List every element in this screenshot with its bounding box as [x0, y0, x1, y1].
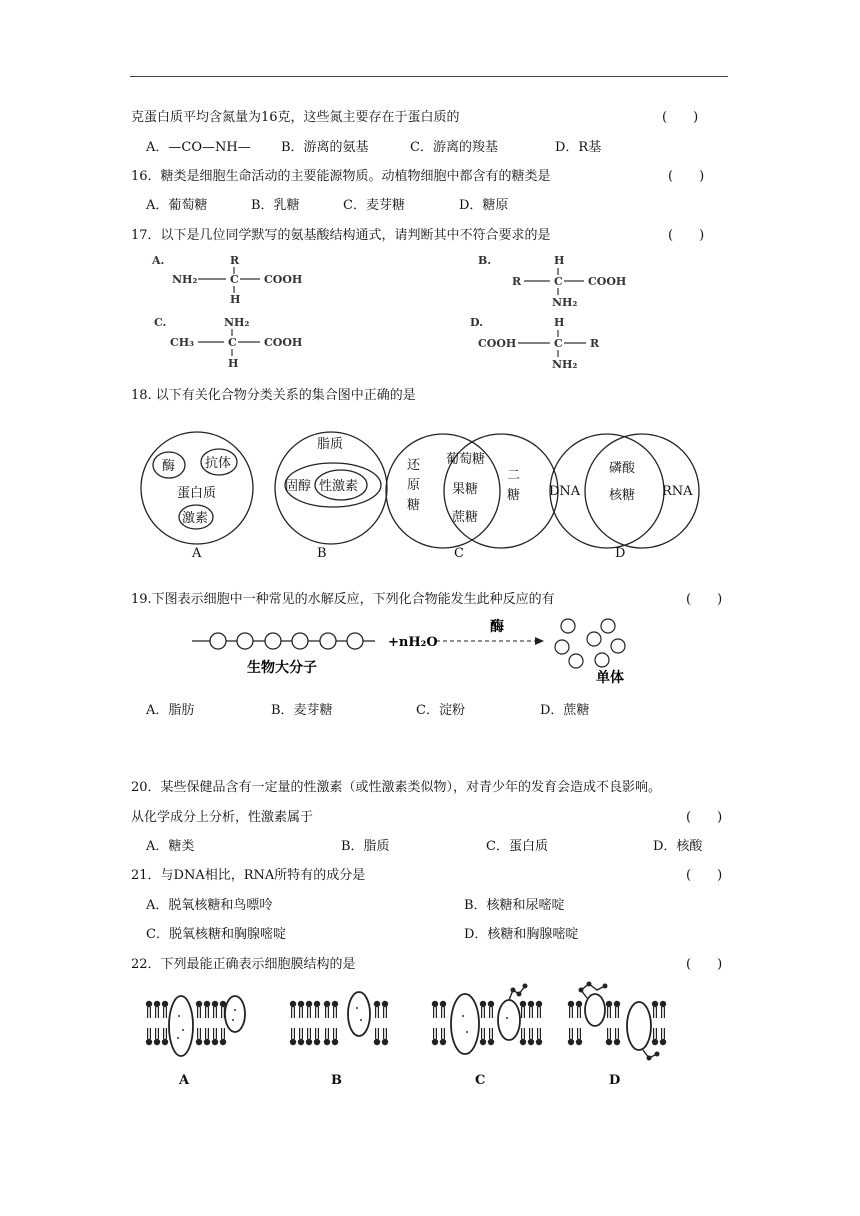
q20-stem-line1: 20．某些保健品含有一定量的性激素（或性激素类似物），对青少年的发育会造成不良影响。 — [131, 780, 662, 795]
monomer-beads — [555, 619, 625, 668]
venn-c-left-label: 还原糖 — [407, 458, 421, 513]
formula-c-right: COOH — [264, 336, 303, 349]
formula-a-label: A. — [152, 254, 165, 267]
q15-option-b: B．游离的氨基 — [281, 140, 369, 155]
venn-c-overlap-3: 蔗糖 — [452, 510, 479, 525]
formula-a-bottom: H — [230, 293, 241, 306]
q17-formula-b — [468, 250, 668, 312]
formula-b-label: B. — [478, 254, 492, 267]
q19-option-c: C．淀粉 — [416, 703, 465, 718]
q18-stem: 18. 以下有关化合物分类关系的集合图中正确的是 — [131, 388, 416, 403]
q21-option-a: A．脱氧核糖和鸟嘌呤 — [146, 898, 273, 913]
venn-d-overlap-1: 磷酸 — [609, 461, 636, 476]
formula-b-top: H — [554, 254, 565, 267]
q22-answer-paren: ( ) — [686, 957, 723, 972]
q20-option-c: C．蛋白质 — [486, 839, 548, 854]
venn-b-label: B — [317, 546, 327, 561]
q19-option-a: A．脂肪 — [146, 703, 195, 718]
membrane-c-label: C — [475, 1073, 486, 1088]
header-rule — [130, 76, 728, 77]
q16-option-a: A．葡萄糖 — [146, 198, 208, 213]
membrane-d-label: D — [609, 1073, 621, 1088]
formula-a-right: COOH — [264, 273, 303, 286]
venn-d-right-label: RNA — [662, 484, 693, 499]
formula-a-left: NH₂ — [172, 273, 198, 286]
q16-option-c: C．麦芽糖 — [343, 198, 405, 213]
q19-option-d: D．蔗糖 — [540, 703, 590, 718]
q22-stem: 22．下列最能正确表示细胞膜结构的是 — [131, 957, 356, 972]
formula-b-bottom: NH₂ — [552, 296, 578, 309]
membrane-a-label: A — [179, 1073, 190, 1088]
reaction-arrowhead — [535, 637, 544, 645]
q17-answer-paren: ( ) — [668, 228, 705, 243]
q22-membrane-diagrams — [135, 980, 675, 1092]
venn-b-inner-2: 性激素 — [319, 479, 359, 494]
formula-c-bottom: H — [228, 357, 239, 370]
q18-venn-diagrams — [135, 415, 710, 565]
formula-a-center: C — [230, 273, 239, 286]
venn-b-inner-1: 固醇 — [285, 479, 312, 494]
q17-formula-a — [140, 250, 340, 312]
membrane-a — [146, 996, 245, 1056]
q21-stem: 21．与DNA相比，RNA所特有的成分是 — [131, 868, 366, 883]
formula-c-left: CH₃ — [170, 336, 194, 349]
membrane-c — [432, 984, 542, 1055]
macromolecule-label: 生物大分子 — [247, 660, 317, 676]
q17-formula-d — [468, 312, 668, 374]
q16-answer-paren: ( ) — [668, 169, 705, 184]
q21-answer-paren: ( ) — [686, 868, 723, 883]
formula-c-label: C. — [154, 316, 167, 329]
formula-d-label: D. — [470, 316, 483, 329]
enzyme-label: 酶 — [490, 619, 504, 635]
q16-option-b: B．乳糖 — [251, 198, 300, 213]
venn-c-overlap-2: 果糖 — [452, 482, 479, 497]
venn-d-label: D — [615, 546, 626, 561]
formula-d-bottom: NH₂ — [552, 358, 578, 371]
q19-answer-paren: ( ) — [686, 592, 723, 607]
formula-d-right: R — [590, 337, 600, 350]
formula-b-center: C — [554, 275, 563, 288]
q15-answer-paren: ( ) — [662, 110, 699, 125]
q19-option-b: B．麦芽糖 — [271, 703, 333, 718]
venn-c-overlap-1: 葡萄糖 — [446, 452, 486, 467]
venn-c-label: C — [454, 546, 464, 561]
formula-d-bonds — [518, 330, 586, 357]
q15-stem: 克蛋白质平均含氮量为16克，这些氮主要存在于蛋白质的 — [131, 110, 460, 125]
formula-c-center: C — [228, 336, 237, 349]
q20-option-a: A．糖类 — [146, 839, 195, 854]
q19-stem: 19.下图表示细胞中一种常见的水解反应，下列化合物能发生此种反应的有 — [131, 592, 555, 607]
formula-d-top: H — [554, 316, 565, 329]
q20-answer-paren: ( ) — [686, 810, 723, 825]
q17-stem: 17．以下是几位同学默写的氨基酸结构通式，请判断其中不符合要求的是 — [131, 228, 551, 243]
venn-a-label: A — [192, 546, 202, 561]
membrane-d — [568, 982, 666, 1061]
formula-d-left: COOH — [478, 337, 517, 350]
formula-a-bonds — [198, 267, 260, 293]
q19-hydrolysis-diagram — [190, 614, 640, 692]
q21-option-d: D．核糖和胸腺嘧啶 — [464, 927, 579, 942]
venn-a-inner-3: 激素 — [182, 511, 209, 526]
q15-option-c: C．游离的羧基 — [410, 140, 498, 155]
venn-d-overlap-2: 核糖 — [609, 488, 636, 503]
membrane-b-label: B — [331, 1073, 342, 1088]
formula-b-right: COOH — [588, 275, 627, 288]
q17-formula-c — [140, 312, 340, 374]
venn-b-outer-label: 脂质 — [317, 437, 344, 452]
formula-a-top: R — [230, 254, 240, 267]
q16-stem: 16．糖类是细胞生命活动的主要能源物质。动植物细胞中都含有的糖类是 — [131, 169, 551, 184]
formula-c-top: NH₂ — [224, 316, 250, 329]
membrane-b — [290, 992, 388, 1045]
q20-option-b: B．脂质 — [341, 839, 390, 854]
q21-option-c: C．脱氧核糖和胸腺嘧啶 — [146, 927, 286, 942]
monomer-label: 单体 — [596, 670, 624, 686]
formula-d-center: C — [554, 337, 563, 350]
venn-c-right-label: 二糖 — [507, 468, 521, 503]
q21-option-b: B．核糖和尿嘧啶 — [464, 898, 565, 913]
q20-option-d: D．核酸 — [653, 839, 703, 854]
formula-b-left: R — [512, 275, 522, 288]
venn-a-inner-2: 抗体 — [205, 456, 232, 471]
q15-option-d: D．R基 — [555, 140, 602, 155]
venn-a-inner-1: 酶 — [162, 459, 176, 474]
venn-a-outer-label: 蛋白质 — [177, 486, 217, 501]
q15-option-a: A．—CO—NH— — [146, 140, 251, 155]
venn-d-left-label: DNA — [549, 484, 581, 499]
q20-stem-line2: 从化学成分上分析，性激素属于 — [131, 810, 314, 825]
water-reactant: +nH₂O — [388, 635, 438, 650]
q16-option-d: D．糖原 — [459, 198, 509, 213]
